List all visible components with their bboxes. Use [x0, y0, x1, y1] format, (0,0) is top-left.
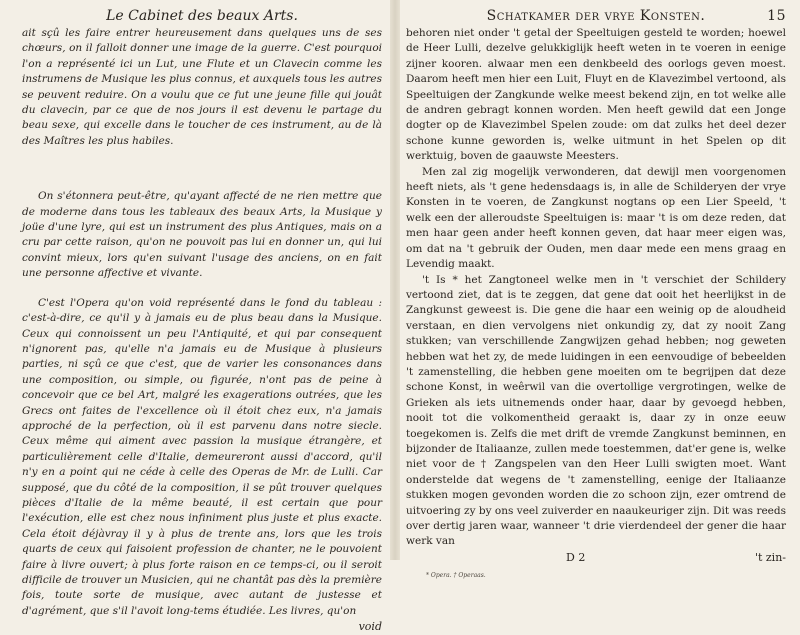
left-paragraph-1: ait sçû les faire entrer heureusement dans quelques uns de ses chœurs, on il falloit donner une image de la guerre. C'est pourquoi l'on a représenté ici un Lut, une Flute et un Clavecin comme les instrumens de Musique les plus connus, et auxquels tous les autres se peuvent reduire. On a voulu que ce fut une jeune fille qui jouât du clavecin, par ce que de nos jours il est devenu le partage du beau sexe, qui excelle dans le toucher de ces instrument, au de là des Maîtres les plus habiles. [22, 27, 382, 147]
signature-mark: D 2 [566, 550, 586, 564]
footnote: * Opera. † Operaas. [426, 571, 486, 579]
running-head-left: Le Cabinet des beaux Arts. [106, 8, 298, 24]
left-paragraph-2: On s'étonnera peut-être, qu'ayant affecté de ne rien mettre que de moderne dans tous les tableaux des beaux Arts, la Musique y joüe d'une lyre, qui est un instrument des plus Antiques, mais on a cru par cette raison, qu'on ne pouvoit pas lui en donner un, qui lui convint mieux, lors qu'en suivant l'usage des anciens, on en fait une personne affective et vivante. [22, 190, 382, 280]
catchword-right: 't zin- [754, 550, 786, 564]
right-page [398, 0, 800, 579]
right-page-footer [406, 550, 786, 566]
right-paragraph-3: 't Is * het Zangtoneel welke men in 't verschiet der Schildery vertoond ziet, dat is te zeggen, dat gene dat ooit het heerlijkst in de Zangkunst geweest is. Die gene die haar een weinig op de aloudheid verstaan, en dien vervolgens niet onkundig zy, dat zy nooit Zang stukken; van verschillende Zangwijzen gehad hebben; nog geweten hebben wat het zy, de mede luidingen in een eenvoudige of bebeelden 't zamenstelling, die hebben gene moeiten om te begrijpen dat deze schone Konst, in weêrwil van die overtollige vergrotingen, welke de Grieken als iets uitnemends onder haar, daar by gevoegd hebben, nooit tot die volkomentheid geraakt is, daar zy in onze eeuw toegekomen is. Zelfs die met drift de vremde Zangkunst beminnen, en bijzonder de Italiaanze, zullen mede toestemmen, dat'er gene is, welke niet voor de † Zangspelen van den Heer Lulli swigten moet. Want onderstelde dat wegens de 't zamenstelling, eenige der Italiaanze stukken mogen gevonden worden die zo schoon zijn, ezer omtrend de uitvoering zy by ons veel zuiverder en naaukeuriger zijn. Dit was reeds over dertig jaren waar, wanneer 't drie vierdendeel der gener die haar werk van [406, 273, 786, 548]
right-paragraph-2: Men zal zig mogelijk verwonderen, dat dewijl men voorgenomen heeft niets, als 't gene hedensdaags is, in alle de Schilderyen der vrye Konsten in te voeren, de Zangkunst nogtans op een Lier Speeld, 't welk een der alleroudste Speeltuigen is: maar 't is om deze reden, dat men haar geen ander heeft konnen geven, dat haar meer eigen was, om dat na 't gebruik der Ouden, men daar mede een mens graag en Levendig maakt. [406, 165, 786, 271]
left-page [0, 0, 392, 634]
left-page-body [22, 26, 382, 619]
right-paragraph-1: behoren niet onder 't getal der Speeltuigen gesteld te worden; hoewel de Heer Lulli, dezelve gelukkiglijk heeft weten in te voeren in eenige zijner kooren. alwaar men een denkbeeld des oorlogs geven moest. Daarom heeft men hier een Luit, Fluyt en de Klavezimbel vertoond, als Speeltuigen der Zangkunde welke meest bekend zijn, en tot welke alle de andren gebragt konnen worden. Men heeft gewild dat een Jonge dogter op de Klavezimbel Spelen zoude: om dat zulks het deel dezer schone kunne geworden is, welke uitmunt in het Spelen op dit werktuig, boven de gaauwste Meesters. [406, 27, 786, 163]
left-paragraph-3: C'est l'Opera qu'on void représenté dans le fond du tableau : c'est-à-dire, ce qu'il y à jamais eu de plus beau dans la Musique. Ceux qui connoissent un peu l'Antiquité, et qui par consequent n'ignorent pas, qu'elle n'a jamais eu de Musique à plusieurs parties, ni sçû ce que c'est, que de varier les consonances dans une composition, ou simple, ou figurée, n'ont pas de peine à concevoir que ce bel Art, malgré les exagerations outrées, que les Grecs ont faites de l'excellence où il étoit chez eux, n'a jamais approché de la perfection, où il est parvenu dans notre siecle. Ceux même qui aiment avec passion la musique étrangère, et particulièrement celle d'Italie, demeureront aussi d'accord, qu'il n'y en a point qui ne céde à celle des Operas de Mr. de Lulli. Car supposé, que du côté de la composition, il se pût trouver quelques pièces d'Italie de la même beauté, il est certain que pour l'exécution, elle est chez nous infiniment plus juste et plus exacte. Cela étoit déjàvray il y à plus de trente ans, lors que les trois quarts de ceux qui faisoient profession de chanter, ne le pouvoient faire à livre ouvert; à plus forte raison en ce temps-ci, ou il seroit difficile de trouver un Musicien, qui ne chantât pas dès la première fois, toute sorte de musique, avec autant de justesse et d'agrément, que s'il l'avoit long-tems étudiée. Les livres, qu'on [22, 296, 382, 617]
left-page-footer [22, 619, 382, 635]
running-head-right [406, 6, 786, 26]
right-page-body [406, 26, 786, 550]
page-number: 15 [767, 8, 786, 24]
catchword-left: void [358, 620, 382, 634]
running-head-right-title: Schatkamer der vrye Konsten. [486, 8, 706, 24]
